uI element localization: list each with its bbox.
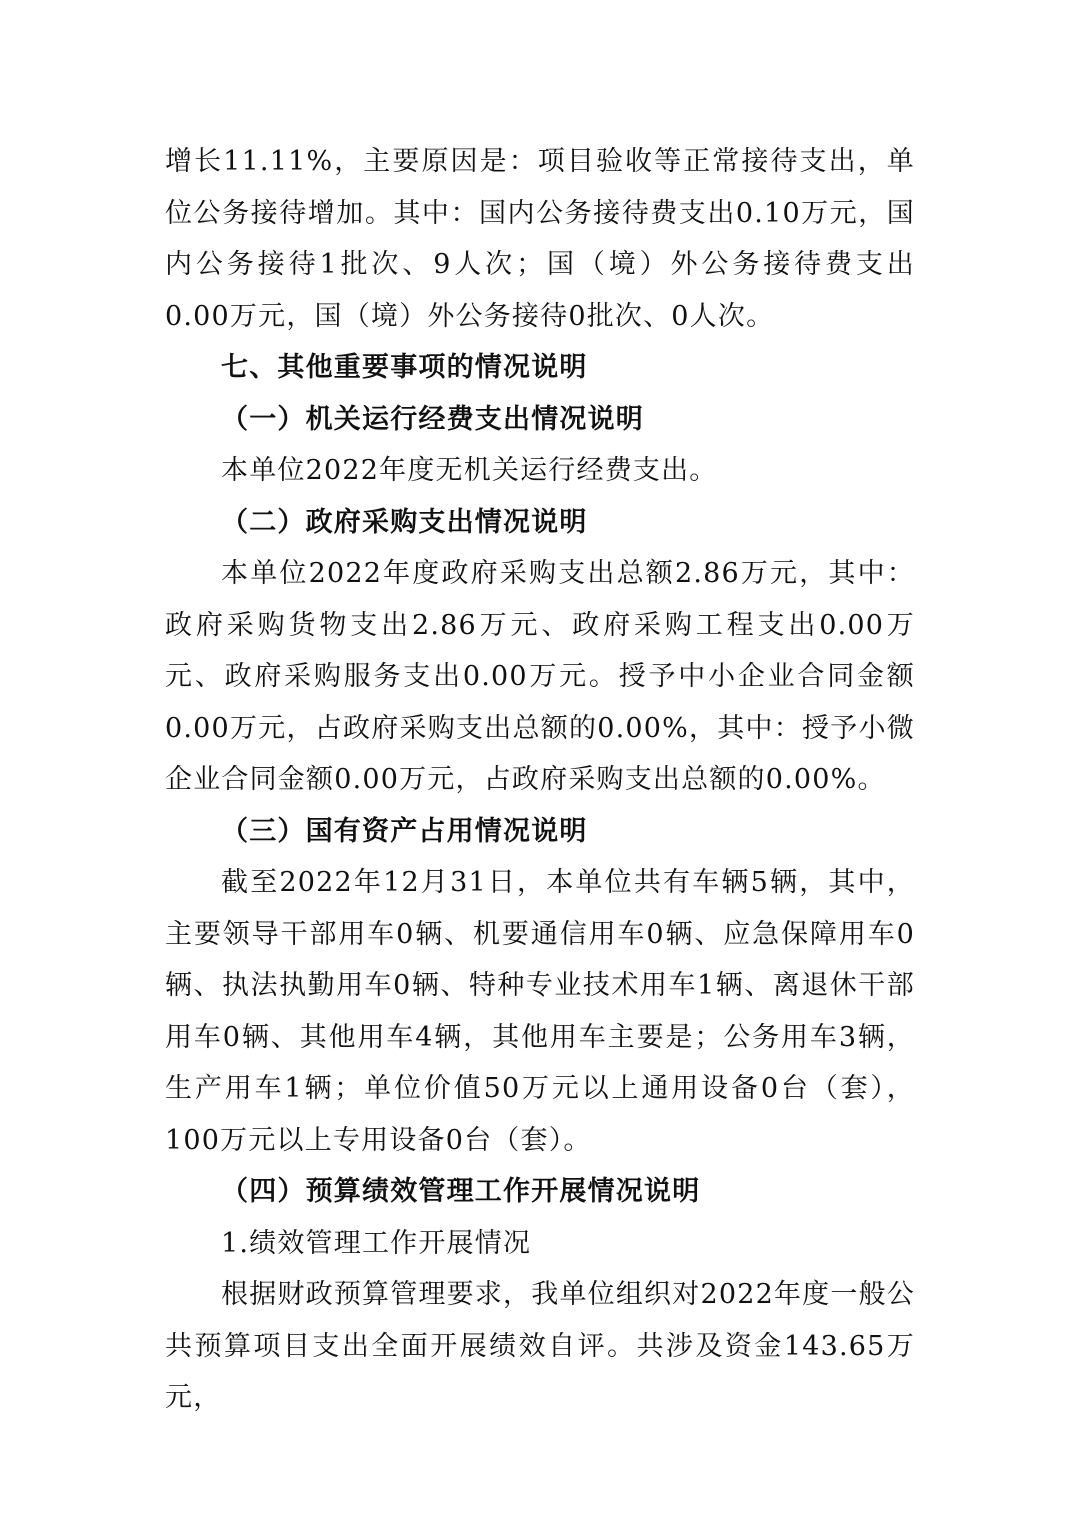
subheading-government-procurement: （二）政府采购支出情况说明 bbox=[221, 506, 588, 538]
subheading-budget-performance-management: （四）预算绩效管理工作开展情况说明 bbox=[221, 1176, 701, 1207]
paragraph-performance-self-evaluation: 根据财政预算管理要求，我单位组织对2022年度一般公共预算项目支出全面开展绩效自评。共涉及资金143.65万元， bbox=[165, 1279, 915, 1413]
paragraph-agency-operating-expense: 本单位2022年度无机关运行经费支出。 bbox=[221, 455, 718, 486]
paragraph-government-procurement: 本单位2022年度政府采购支出总额2.86万元，其中：政府采购货物支出2.86万元、政府采购工程支出0.00万元、政府采购服务支出0.00万元。授予中小企业合同金额0.00万元，占政府采购支出总额的0.00%，其中：授予小微企业合同金额0.00万元，占政府采购支出总额的0.00%。 bbox=[165, 558, 915, 795]
document-text-block bbox=[165, 136, 915, 1424]
subheading-state-assets: （三）国有资产占用情况说明 bbox=[221, 815, 588, 847]
subheading-agency-operating-expense: （一）机关运行经费支出情况说明 bbox=[221, 403, 644, 435]
paragraph-state-assets: 截至2022年12月31日，本单位共有车辆5辆，其中，主要领导干部用车0辆、机要通信用车0辆、应急保障用车0辆、执法执勤用车0辆、特种专业技术用车1辆、离退休干部用车0辆、其他用车4辆，其他用车主要是；公务用车3辆，生产用车1辆；单位价值50万元以上通用设备0台（套），100万元以上专用设备0台（套）。 bbox=[165, 867, 915, 1156]
paragraph-performance-management-item-1: 1.绩效管理工作开展情况 bbox=[221, 1227, 532, 1259]
section-heading-other-important-items: 七、其他重要事项的情况说明 bbox=[221, 352, 588, 383]
paragraph-reception-expense-summary: 增长11.11%，主要原因是：项目验收等正常接待支出，单位公务接待增加。其中：国内公务接待费支出0.10万元，国内公务接待1批次、9人次；国（境）外公务接待费支出0.00万元，国（境）外公务接待0批次、0人次。 bbox=[165, 146, 915, 332]
